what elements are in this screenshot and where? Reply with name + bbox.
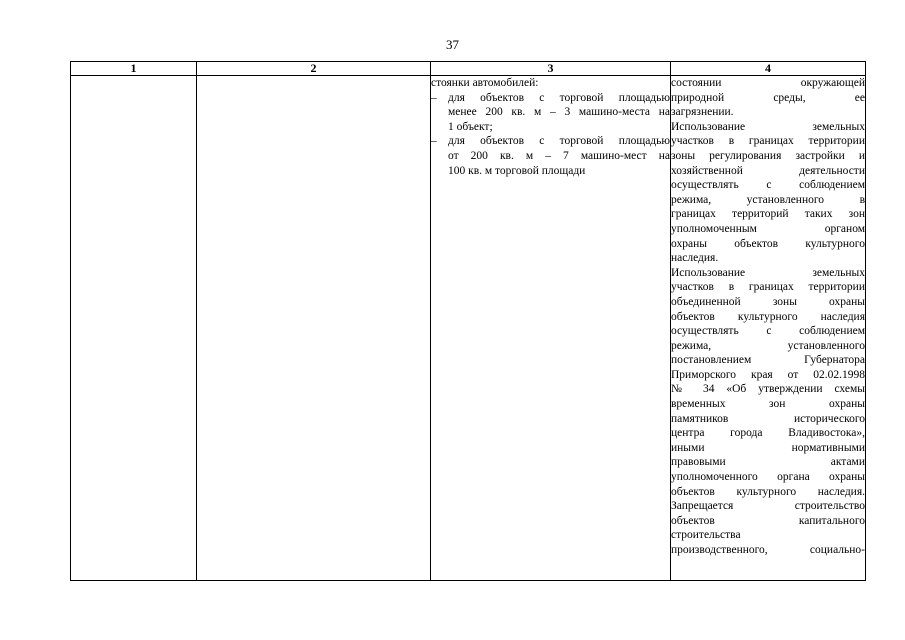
col3-intro: стоянки автомобилей:: [431, 77, 539, 89]
header-col-2: 2: [197, 62, 431, 76]
col4-line: природной среды, ее: [671, 91, 865, 104]
list-item-line: от 200 кв. м – 7 машино-мест на: [448, 149, 670, 162]
col4-line: участков в границах территории: [671, 135, 865, 148]
col4-line: уполномоченного органа охраны: [671, 471, 865, 484]
col4-line: наследия.: [671, 252, 719, 265]
list-item: [431, 91, 670, 135]
col4-line: осуществлять с соблюдением: [671, 179, 865, 192]
col4-line: центра города Владивостока»,: [671, 427, 865, 440]
col4-line: зоны регулирования застройки и: [671, 149, 865, 162]
col4-line: состоянии окружающей: [671, 77, 865, 89]
col4-line: Использование земельных: [671, 266, 865, 279]
list-item-line: 1 объект;: [448, 120, 493, 133]
col4-line: иными нормативными: [671, 441, 865, 454]
col4-line: правовыми актами: [671, 456, 865, 469]
col4-line: Использование земельных: [671, 120, 865, 133]
col4-line: Приморского края от 02.02.1998: [671, 368, 865, 381]
page-number: 37: [446, 37, 459, 52]
col4-line: охраны объектов культурного: [671, 237, 865, 250]
col4-text: [671, 76, 865, 558]
list-item-line: для объектов с торговой площадью: [448, 135, 670, 148]
col4-line: строительства: [671, 529, 741, 542]
col4-line: объединенной зоны охраны: [671, 295, 865, 308]
col4-line: режима, установленного в: [671, 193, 865, 206]
col4-line: участков в границах территории: [671, 281, 865, 294]
col4-line: уполномоченным органом: [671, 222, 865, 235]
cell-col-2: [197, 76, 431, 581]
regulation-table: [70, 61, 866, 581]
col4-line: памятников исторического: [671, 412, 865, 425]
list-item-line: 100 кв. м торговой площади: [448, 164, 586, 177]
col4-line: режима, установленного: [671, 339, 865, 352]
dash-bullet: –: [431, 91, 437, 104]
header-col-4: 4: [671, 62, 866, 76]
list-item-line: менее 200 кв. м – 3 машино-места на: [448, 106, 670, 119]
col4-line: объектов культурного наследия: [671, 310, 865, 323]
col4-line: временных зон охраны: [671, 398, 865, 411]
col4-line: осуществлять с соблюдением: [671, 325, 865, 338]
table-row: [71, 76, 866, 581]
col4-line: производственного, социально-: [671, 544, 865, 556]
cell-col-1: [71, 76, 197, 581]
col4-line: № 34 «Об утверждении схемы: [671, 383, 865, 396]
dash-bullet: –: [431, 135, 437, 148]
col4-line: загрязнении.: [671, 106, 734, 119]
header-col-3: 3: [431, 62, 671, 76]
list-item: [431, 134, 670, 178]
col4-line: объектов культурного наследия.: [671, 485, 865, 498]
col4-line: постановлением Губернатора: [671, 354, 865, 367]
cell-col-3: [431, 76, 671, 581]
col4-line: хозяйственной деятельности: [671, 164, 865, 177]
list-item-line: для объектов с торговой площадью: [448, 91, 670, 104]
cell-col-4: [671, 76, 866, 581]
header-col-1: 1: [71, 62, 197, 76]
table-header-row: [71, 62, 866, 76]
col4-line: Запрещается строительство: [671, 500, 865, 513]
col4-line: границах территорий таких зон: [671, 208, 865, 221]
col4-line: объектов капитального: [671, 514, 865, 527]
